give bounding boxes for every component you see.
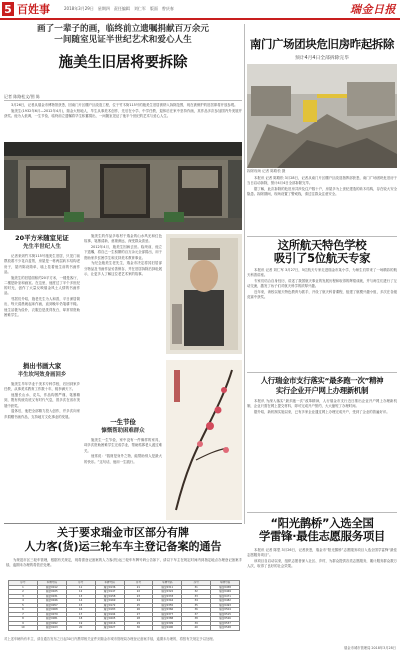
story2-headline-1[interactable]: 这所航天特色学校: [277, 238, 367, 252]
col-header: 车牌号码: [153, 581, 182, 586]
table-cell: 40: [182, 626, 211, 631]
table-cell: 瑞金0057: [37, 603, 66, 608]
table-cell: 瑞金0136: [95, 585, 124, 590]
table-cell: 瑞金0537: [211, 621, 240, 626]
table-cell: 瑞金0515: [211, 612, 240, 617]
story1-head: [247, 36, 397, 61]
notice-head: [4, 526, 242, 554]
notice-intro: [6, 558, 242, 578]
table-cell: 19: [66, 621, 95, 626]
lead-subhead-1: 画了一辈子的画，临终前立遗嘱捐献百万余元: [37, 24, 209, 34]
subhead-house-line-2: 先生半世纪人生: [23, 244, 61, 250]
table-cell: 瑞金0025: [37, 590, 66, 595]
table-cell: 瑞金0355: [153, 603, 182, 608]
table-cell: 瑞金0399: [153, 621, 182, 626]
table-cell: 瑞金0046: [37, 599, 66, 604]
left-col-para-2: 施美生的旧居面积约20平方米，一楼是客厅，二楼是卧室和画室。在这里，他度过了半个多世纪的时光，创作了大量反映瑞金风土人情的书画作品。: [4, 275, 80, 296]
story2-para-2: 专家们结合自身经历，讲述了我国航天事业的发展历程和取得的辉煌成就，并与师生们进行了互动交流，激发了孩子们对航天科学的浓厚兴趣。: [247, 278, 397, 289]
page-number: 5: [2, 2, 14, 16]
table-cell: 瑞金0366: [153, 608, 182, 613]
story2-para-1: 本报讯 记者 刘仁军 3月27日，5位航天专家走进瑞金市某小学，为师生们带来了一场精彩的航天科普讲座。: [247, 268, 397, 278]
table-cell: 16: [66, 608, 95, 613]
subhead-painter-line-1: 捐出书画大家: [22, 362, 62, 370]
col-header: 车牌号码: [95, 581, 124, 586]
story4-text: [247, 548, 397, 640]
table-cell: 3: [9, 594, 38, 599]
story4-head: [247, 517, 397, 543]
story1-text: [247, 176, 397, 234]
table-cell: 9: [9, 621, 38, 626]
table-cell: 瑞金0158: [95, 594, 124, 599]
left-col-para-1: 记者来到竹木街115号施美生旧居，只见门前摆放着不少花卉盆景，房屋是一栋两层砖木结构老房子，屋内陈设简单，墙上挂着他生前的书画作品。: [4, 254, 80, 274]
table-cell: 2: [9, 590, 38, 595]
layout-label: 版面: [149, 6, 158, 11]
table-cell: 26: [124, 608, 153, 613]
mid-col-para-1: 施美生的作品多取材于瑞金的山水风光和红色故事，笔墨清新，意境深远，深受群众喜爱。: [84, 234, 162, 244]
lead-byline: 记者 陈路松文/图 陈: [4, 94, 40, 99]
story1-caption: 拆除现场 记者 陈路松 摄: [247, 169, 286, 173]
table-cell: 瑞金0311: [153, 585, 182, 590]
table-cell: 瑞金0216: [95, 621, 124, 626]
table-cell: 瑞金0183: [95, 608, 124, 613]
mid-col-para-3: 为纪念施美生老先生，瑞金市决定将其旧居部分物品及书画作品妥善保存，并在旧居拆除后择址展示，让更多人了解这位老艺术家的故事。: [84, 261, 162, 276]
table-cell: 28: [124, 617, 153, 622]
subhead-painter: [4, 362, 80, 380]
subhead-thrift-line-1: 一生节俭: [110, 418, 136, 426]
editor-label: 责任编辑: [113, 6, 130, 11]
table-cell: 瑞金0400: [153, 626, 182, 631]
table-cell: 瑞金0344: [153, 599, 182, 604]
table-cell: 瑞金0493: [211, 603, 240, 608]
notice-signature: 瑞金市城市管理局 2018年3月28日: [344, 646, 396, 650]
story4-para-2: 该项目自启动以来，组织志愿者深入社区、乡村，为群众提供各类志愿服务，累计服务群众数万人次，取得了良好的社会效果。: [247, 558, 397, 569]
divider: [247, 512, 397, 513]
left-col-2-para-3: 退休后，他把全部精力投入创作，并多次向家乡捐赠书画作品，支持地方文化事业的发展。: [4, 409, 80, 419]
col-header: 序号: [182, 581, 211, 586]
table-cell: 瑞金0194: [95, 612, 124, 617]
divider: [4, 100, 242, 101]
table-cell: 10: [9, 626, 38, 631]
table-cell: 18: [66, 617, 95, 622]
table-cell: 瑞金0012: [37, 585, 66, 590]
table-cell: 瑞金0548: [211, 626, 240, 631]
section-name: 百姓事: [17, 3, 50, 16]
story3-headline-2[interactable]: 实行企业开户网上办理新机制: [275, 386, 369, 395]
weekday: 星期四: [97, 6, 110, 11]
story1-headline[interactable]: 南门广场团块危旧房昨起拆除: [249, 37, 395, 51]
notice-table: [8, 580, 240, 631]
table-cell: 瑞金0458: [211, 585, 240, 590]
table-cell: 8: [9, 617, 38, 622]
notice-table-body: [9, 585, 240, 630]
table-cell: 瑞金0227: [95, 626, 124, 631]
demolition-photo: [247, 64, 397, 168]
story3-headline-1[interactable]: 人行瑞金市支行落实“最多跑一次”精神: [260, 376, 384, 385]
table-cell: 瑞金0081: [37, 617, 66, 622]
table-cell: 25: [124, 603, 153, 608]
table-cell: 瑞金0103: [37, 626, 66, 631]
portrait-photo: [166, 234, 242, 354]
table-cell: 11: [66, 585, 95, 590]
subhead-painter-line-2: 半生坎坷效身画回乡: [17, 372, 67, 378]
story4-headline-1[interactable]: “阳光鹊桥”入选全国: [270, 516, 374, 530]
table-cell: 23: [124, 594, 153, 599]
masthead-meta: [64, 6, 174, 12]
divider: [4, 523, 242, 524]
story2-headline-2[interactable]: 吸引了5位航天专家: [273, 251, 371, 265]
story2-text: [247, 268, 397, 370]
story1-para-2: 据了解，此次拆除的危旧房共涉及住户数十户，房屋多为上世纪建造的砖木结构，存在较大安全隐患。拆除期间，现场设置了警戒线，请过往群众注意安全。: [247, 186, 397, 197]
table-cell: 瑞金0031: [37, 594, 66, 599]
subhead-house: [4, 234, 80, 252]
lead-headline[interactable]: 施美生旧居将要拆除: [58, 55, 188, 71]
table-row: [9, 626, 240, 631]
table-cell: 瑞金0068: [37, 608, 66, 613]
story3-para-2: 据介绍，新机制实施以来，已有多家企业通过网上办理完成开户，受到了企业的普遍好评。: [254, 409, 390, 414]
editor-name: 刘仁军: [133, 6, 146, 11]
table-cell: 5: [9, 603, 38, 608]
table-cell: 瑞金0172: [95, 603, 124, 608]
story3-para-1: 本报讯 为深入落实“最多跑一次”改革精神，人行瑞金市支行近日推出企业开户网上办理新机制，企业只需在网上提交材料，即可完成开户预约，大大缩短了办理时间。: [247, 399, 397, 409]
table-cell: 4: [9, 599, 38, 604]
table-cell: 瑞金0526: [211, 617, 240, 622]
table-cell: 瑞金0092: [37, 621, 66, 626]
divider: [247, 372, 397, 373]
left-col-text: [4, 254, 80, 360]
table-cell: 瑞金0205: [95, 617, 124, 622]
masthead: [0, 0, 400, 20]
story1-para-1: 本报讯 记者 陈路松 3月28日，记者从南门片区棚户区改造指挥部获悉，南门广场团块危旧房于当日启动拆除，预计4月4日全部拆除完毕。: [247, 176, 397, 186]
mid-col-text-2: [84, 438, 162, 522]
table-cell: 瑞金0471: [211, 594, 240, 599]
table-cell: 29: [124, 621, 153, 626]
table-cell: 瑞金0079: [37, 612, 66, 617]
notice-title-1[interactable]: 关于要求瑞金市区部分有牌: [57, 526, 189, 539]
table-cell: 瑞金0388: [153, 617, 182, 622]
newspaper-logo: 瑞金日报: [350, 3, 396, 16]
painting-photo: [166, 360, 242, 520]
table-cell: 瑞金0147: [95, 590, 124, 595]
layout-name: 曾庆春: [161, 6, 174, 11]
table-cell: 13: [66, 594, 95, 599]
table-cell: 瑞金0482: [211, 599, 240, 604]
story3-text: [247, 399, 397, 507]
lead-intro-para-1: 3月26日，记者从瑞金市博物馆获悉，因南门片区棚户区改造工程，位于竹木街115号的施美生旧居被纳入拆除范围，现在被保护的旧居即将开放参观。: [11, 103, 238, 107]
story4-para-1: 本报讯 记者 陈思 3月26日，记者获悉，瑞金市“阳光鹊桥”志愿服务项目入选全国学雷锋“最佳志愿服务项目”。: [247, 548, 397, 558]
col-header: 车牌号码: [37, 581, 66, 586]
table-cell: 35: [182, 603, 211, 608]
table-cell: 38: [182, 617, 211, 622]
left-col-2-para-1: 施美生早年毕业于美术专科学校，后回到家乡任教，从事美术教育工作数十年，桃李满天下。: [4, 382, 80, 392]
story2-para-3: 近年来，该校以航天特色教育为抓手，开设了航天科普课程，组建了航模兴趣小组，多次在各级竞赛中获奖。: [247, 289, 397, 300]
table-cell: 20: [66, 626, 95, 631]
table-cell: 24: [124, 599, 153, 604]
table-cell: 瑞金0322: [153, 590, 182, 595]
lead-intro-para-2: 施美生(1932年6月—2012年4月)，瑞金大柏地人，毕生从事美术创作，先后在小学、中学任教，退休后在家中坚持作画，其作品多次参加国内外美展并获奖。他为人低调，一生节俭，临终前立遗嘱将毕生积蓄捐出，一间随室见证了他半个世纪的艺术与爱心人生。: [4, 108, 242, 118]
story1-subhead: 预计4月4日全部拆除完毕: [294, 56, 350, 61]
col-header: 序号: [66, 581, 95, 586]
table-cell: 31: [182, 585, 211, 590]
table-cell: 36: [182, 608, 211, 613]
col-header: 序号: [124, 581, 153, 586]
table-cell: 30: [124, 626, 153, 631]
lead-photo-old-house: [4, 142, 242, 230]
column-divider: [244, 24, 245, 524]
lead-story-head: [4, 24, 242, 72]
table-cell: 瑞金0377: [153, 612, 182, 617]
table-cell: 34: [182, 599, 211, 604]
table-cell: 1: [9, 585, 38, 590]
table-cell: 21: [124, 585, 153, 590]
table-cell: 6: [9, 608, 38, 613]
mid-col-para-2: 2012年4月，施美生因病去世。临终前，他立下遗嘱，将自己一生积攒的百万余元全部捐出，用于资助家乡贫困学生和支持美术教育事业。: [84, 244, 162, 260]
left-col-2-para-2: 他擅长山水、花鸟，作品构图严谨、笔墨精到，既有传统功底又有时代气息，曾多次在省市美展中获奖。: [4, 392, 80, 408]
table-cell: 瑞金0169: [95, 599, 124, 604]
table-cell: 37: [182, 612, 211, 617]
lead-intro: [4, 103, 242, 139]
table-cell: 14: [66, 599, 95, 604]
story4-headline-2[interactable]: 学雷锋·最佳志愿服务项目: [258, 529, 386, 543]
left-col-para-3: 邻居们介绍，施老先生为人和善，平日深居简出，每天清晨就起床作画，直到晚年仍笔耕不辍。他生活极为俭朴，衣服总是洗得发白，却常常资助困难学生。: [4, 297, 80, 318]
table-cell: 22: [124, 590, 153, 595]
subhead-house-line-1: 20平方米随室见证: [15, 234, 69, 242]
table-cell: 瑞金0469: [211, 590, 240, 595]
date: 2018年3月29日: [64, 6, 94, 11]
table-cell: 7: [9, 612, 38, 617]
lead-subhead-2: 一间随室见证半世纪艺术和爱心人生: [54, 35, 192, 45]
story2-head: [247, 239, 397, 265]
table-cell: 32: [182, 590, 211, 595]
notice-footer: 对上述车辆所有车主，请自通告发布之日起30日内携带相关证件到瑞金市城市管理局办理登记备案手续，逾期未办理的，将按有关规定予以处理。: [4, 637, 216, 641]
col-header: 序号: [9, 581, 38, 586]
mid-col-text: [84, 234, 162, 416]
left-col-text-2: [4, 382, 80, 522]
mid-col-2-para-1: 施美生一生节俭，家中没有一件像样的家具，却多次资助困难学生完成学业，帮助孤寡老人渡过难关。: [84, 438, 162, 453]
subhead-thrift-line-2: 慷慨帮助困难群众: [101, 428, 145, 434]
table-cell: 39: [182, 621, 211, 626]
table-cell: 瑞金0504: [211, 608, 240, 613]
divider: [247, 236, 397, 237]
table-cell: 12: [66, 590, 95, 595]
story3-head: [247, 376, 397, 396]
subhead-thrift: [84, 418, 162, 436]
table-cell: 17: [66, 612, 95, 617]
table-cell: 33: [182, 594, 211, 599]
mid-col-2-para-2: 他常说：“钱财是身外之物，能帮助别人是最大的快乐。”这句话，他用一生践行。: [84, 454, 162, 464]
table-cell: 15: [66, 603, 95, 608]
col-header: 车牌号码: [211, 581, 240, 586]
table-cell: 瑞金0333: [153, 594, 182, 599]
table-cell: 27: [124, 612, 153, 617]
notice-title-2[interactable]: 人力客(货)运三轮车车主登记备案的通告: [24, 540, 222, 553]
notice-intro-para: 为规范市区三轮车管理，根据有关规定，现将需登记备案的人力客(货)运三轮车车牌号码公告如下，请以下车主在规定时间内到指定地点办理登记备案手续，逾期未办理的将依法处理。: [6, 558, 242, 568]
